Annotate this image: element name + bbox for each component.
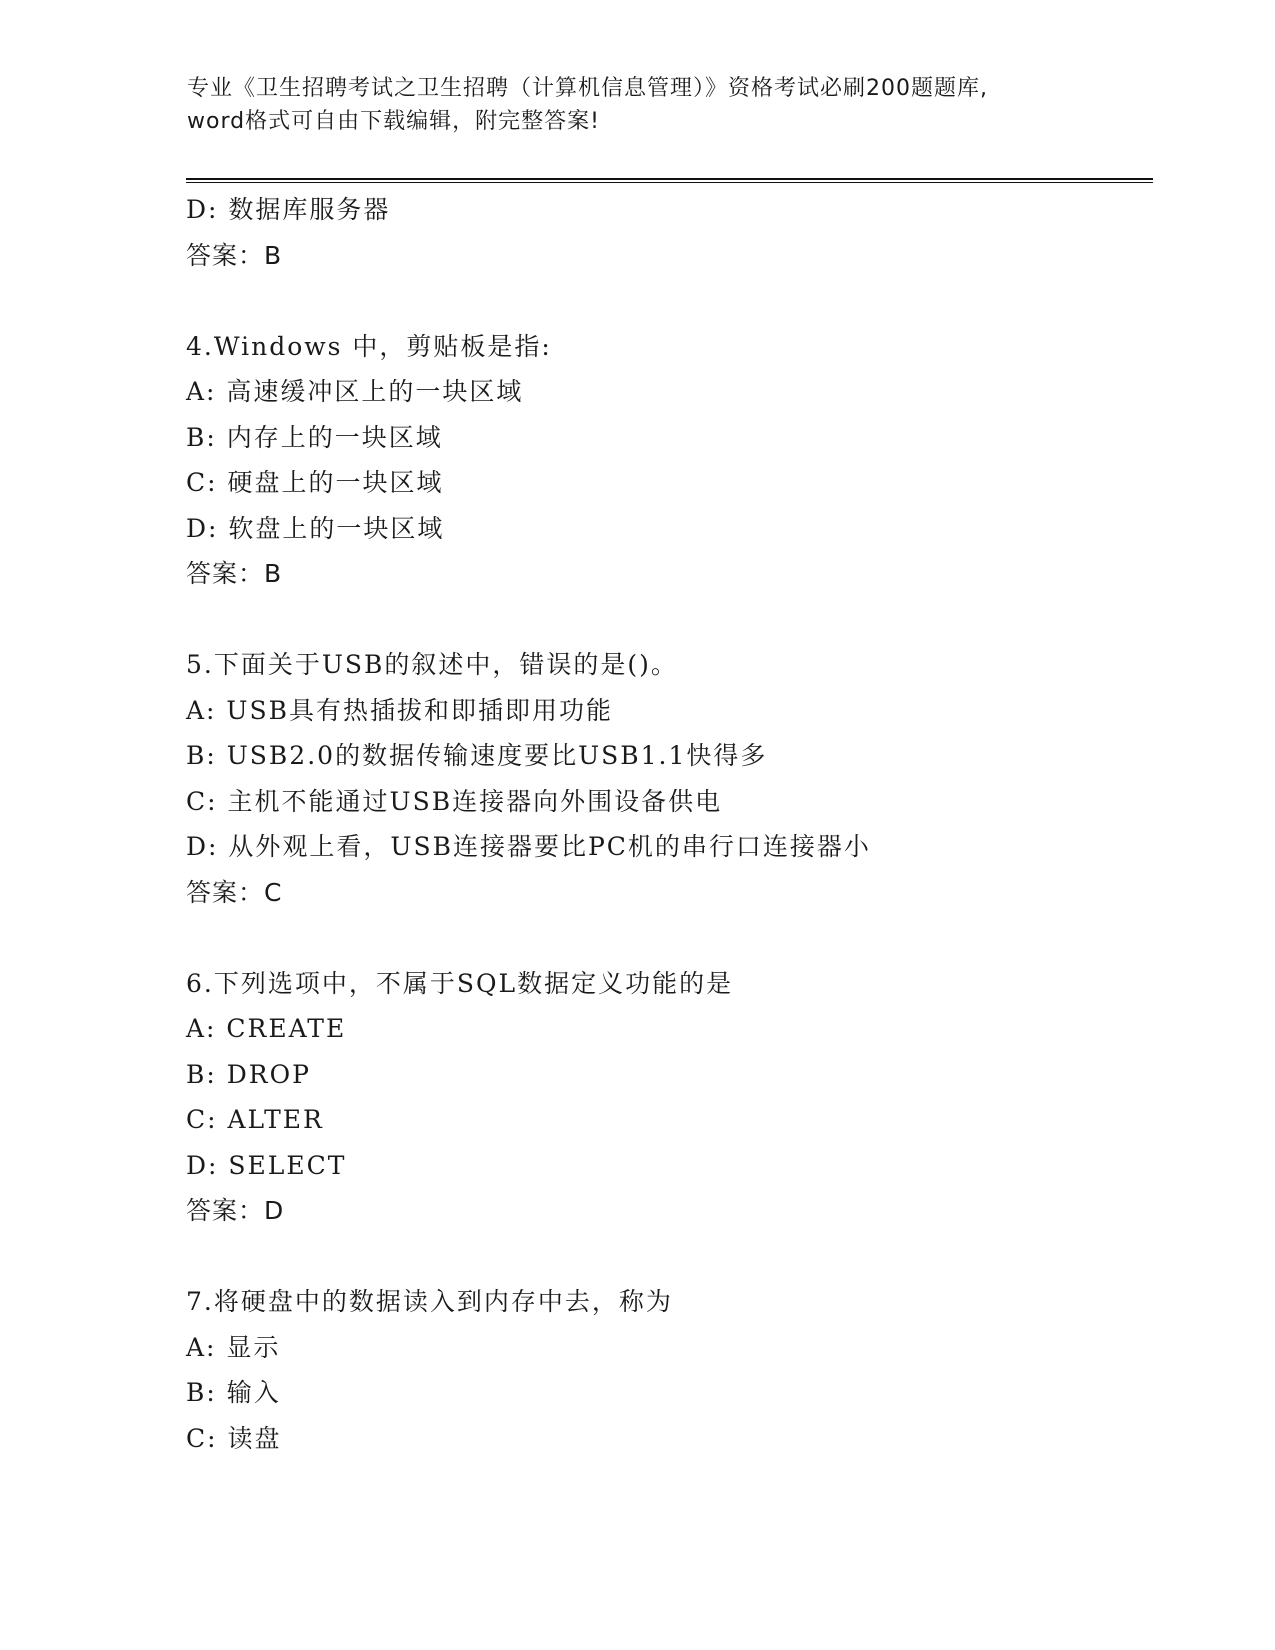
spacer	[186, 597, 1146, 643]
question-stem: 5.下面关于USB的叙述中，错误的是()。	[186, 650, 678, 679]
option-d: D: SELECT	[186, 1150, 347, 1180]
answer-line: 答案：C	[186, 877, 283, 907]
question-list	[186, 187, 1146, 1461]
option-b: B: DROP	[186, 1059, 311, 1089]
option-a: A: USB具有热插拔和即插即用功能	[186, 695, 613, 725]
header-title-line-1: 专业《卫生招聘考试之卫生招聘（计算机信息管理）》资格考试必刷200题题库,	[187, 76, 988, 101]
option-b: B: USB2.0的数据传输速度要比USB1.1快得多	[186, 741, 768, 770]
option-d: D: 软盘上的一块区域	[186, 513, 445, 543]
question-stem: 7.将硬盘中的数据读入到内存中去，称为	[186, 1287, 673, 1316]
option-c: C: 读盘	[186, 1423, 282, 1453]
option-c: C: ALTER	[186, 1105, 324, 1134]
question-stem: 6.下列选项中，不属于SQL数据定义功能的是	[186, 968, 734, 998]
spacer	[186, 915, 1146, 961]
answer-line: 答案：B	[186, 240, 283, 270]
spacer	[186, 1234, 1146, 1280]
answer-line: 答案：B	[186, 559, 283, 588]
question-block-5	[186, 642, 1146, 915]
option-d: D: 从外观上看，USB连接器要比PC机的串行口连接器小	[186, 832, 871, 861]
spacer	[186, 278, 1146, 324]
option-b: B: 内存上的一块区域	[186, 422, 443, 452]
option-b: B: 输入	[186, 1378, 281, 1407]
option-a: A: 高速缓冲区上的一块区域	[186, 377, 524, 406]
option-c: C: 主机不能通过USB连接器向外围设备供电	[186, 786, 723, 816]
header-title-line-2: word格式可自由下载编辑，附完整答案!	[187, 109, 600, 134]
option-c: C: 硬盘上的一块区域	[186, 468, 444, 497]
question-block-3-partial	[186, 187, 1146, 278]
option-a: A: CREATE	[186, 1014, 347, 1043]
option-d: D: 数据库服务器	[186, 195, 391, 224]
answer-line: 答案：D	[186, 1196, 285, 1225]
header-divider	[186, 178, 1153, 183]
document-header	[187, 72, 1087, 138]
question-block-6	[186, 961, 1146, 1234]
question-block-4	[186, 324, 1146, 597]
question-stem: 4.Windows 中，剪贴板是指:	[186, 331, 552, 361]
question-block-7	[186, 1279, 1146, 1461]
option-a: A: 显示	[186, 1332, 281, 1362]
